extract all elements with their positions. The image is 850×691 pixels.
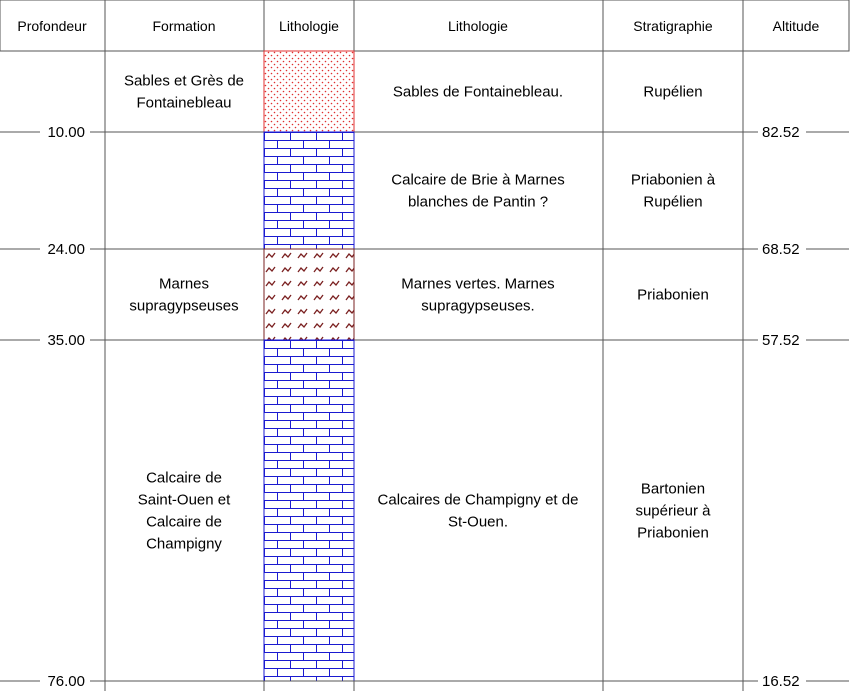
- depth-label: 10.00: [47, 124, 85, 141]
- lithology-pattern-limestone-bricks: [264, 340, 354, 681]
- header-lithology-pattern: Lithologie: [279, 18, 339, 34]
- lithology-pattern-sand-dots: [264, 51, 354, 132]
- lithology-label: Calcaire de Brie à Marnes: [391, 171, 565, 189]
- lithology-label: Sables de Fontainebleau.: [392, 83, 564, 101]
- depth-label: 35.00: [47, 332, 85, 349]
- log-body: [105, 51, 743, 691]
- stratigraphy-label: Priabonien à: [630, 171, 716, 189]
- layers: [0, 51, 849, 690]
- header-stratigraphy: Stratigraphie: [633, 18, 713, 34]
- stratigraphy-label: Rupélien: [643, 193, 703, 211]
- stratigraphy-label: Priabonien: [637, 524, 709, 542]
- formation-label: Marnes: [158, 275, 210, 293]
- lithology-pattern-marl-waves: [264, 249, 354, 340]
- header-formation: Formation: [152, 18, 216, 34]
- header-row: [0, 0, 849, 51]
- altitude-label: 57.52: [762, 332, 800, 349]
- altitude-label: 82.52: [762, 124, 800, 141]
- formation-label: Calcaire de: [146, 513, 222, 531]
- depth-label: 24.00: [47, 241, 85, 258]
- stratigraphy-label: Rupélien: [643, 83, 703, 101]
- lithology-label: St-Ouen.: [447, 513, 509, 531]
- stratigraphy-label: Priabonien: [637, 286, 709, 304]
- lithology-label: Marnes vertes. Marnes: [401, 275, 555, 293]
- depth-label: 76.00: [47, 673, 85, 690]
- formation-label: supragypseuses: [129, 297, 239, 315]
- header-altitude: Altitude: [772, 18, 820, 34]
- lithology-label: blanches de Pantin ?: [407, 193, 549, 211]
- header-depth: Profondeur: [17, 18, 87, 34]
- altitude-label: 16.52: [762, 673, 800, 690]
- header-lithology: Lithologie: [448, 18, 508, 34]
- formation-label: Calcaire de: [146, 469, 222, 487]
- lithology-label: Calcaires de Champigny et de: [377, 491, 579, 509]
- stratigraphy-label: supérieur à: [635, 502, 711, 520]
- formation-label: Champigny: [146, 535, 222, 553]
- formation-label: Fontainebleau: [136, 94, 232, 112]
- altitude-label: 68.52: [762, 241, 800, 258]
- lithology-pattern-limestone-bricks: [264, 132, 354, 249]
- formation-label: Saint-Ouen et: [137, 491, 231, 509]
- formation-label: Sables et Grès de: [123, 72, 245, 90]
- stratigraphy-label: Bartonien: [640, 480, 706, 498]
- lithology-label: supragypseuses.: [421, 297, 535, 315]
